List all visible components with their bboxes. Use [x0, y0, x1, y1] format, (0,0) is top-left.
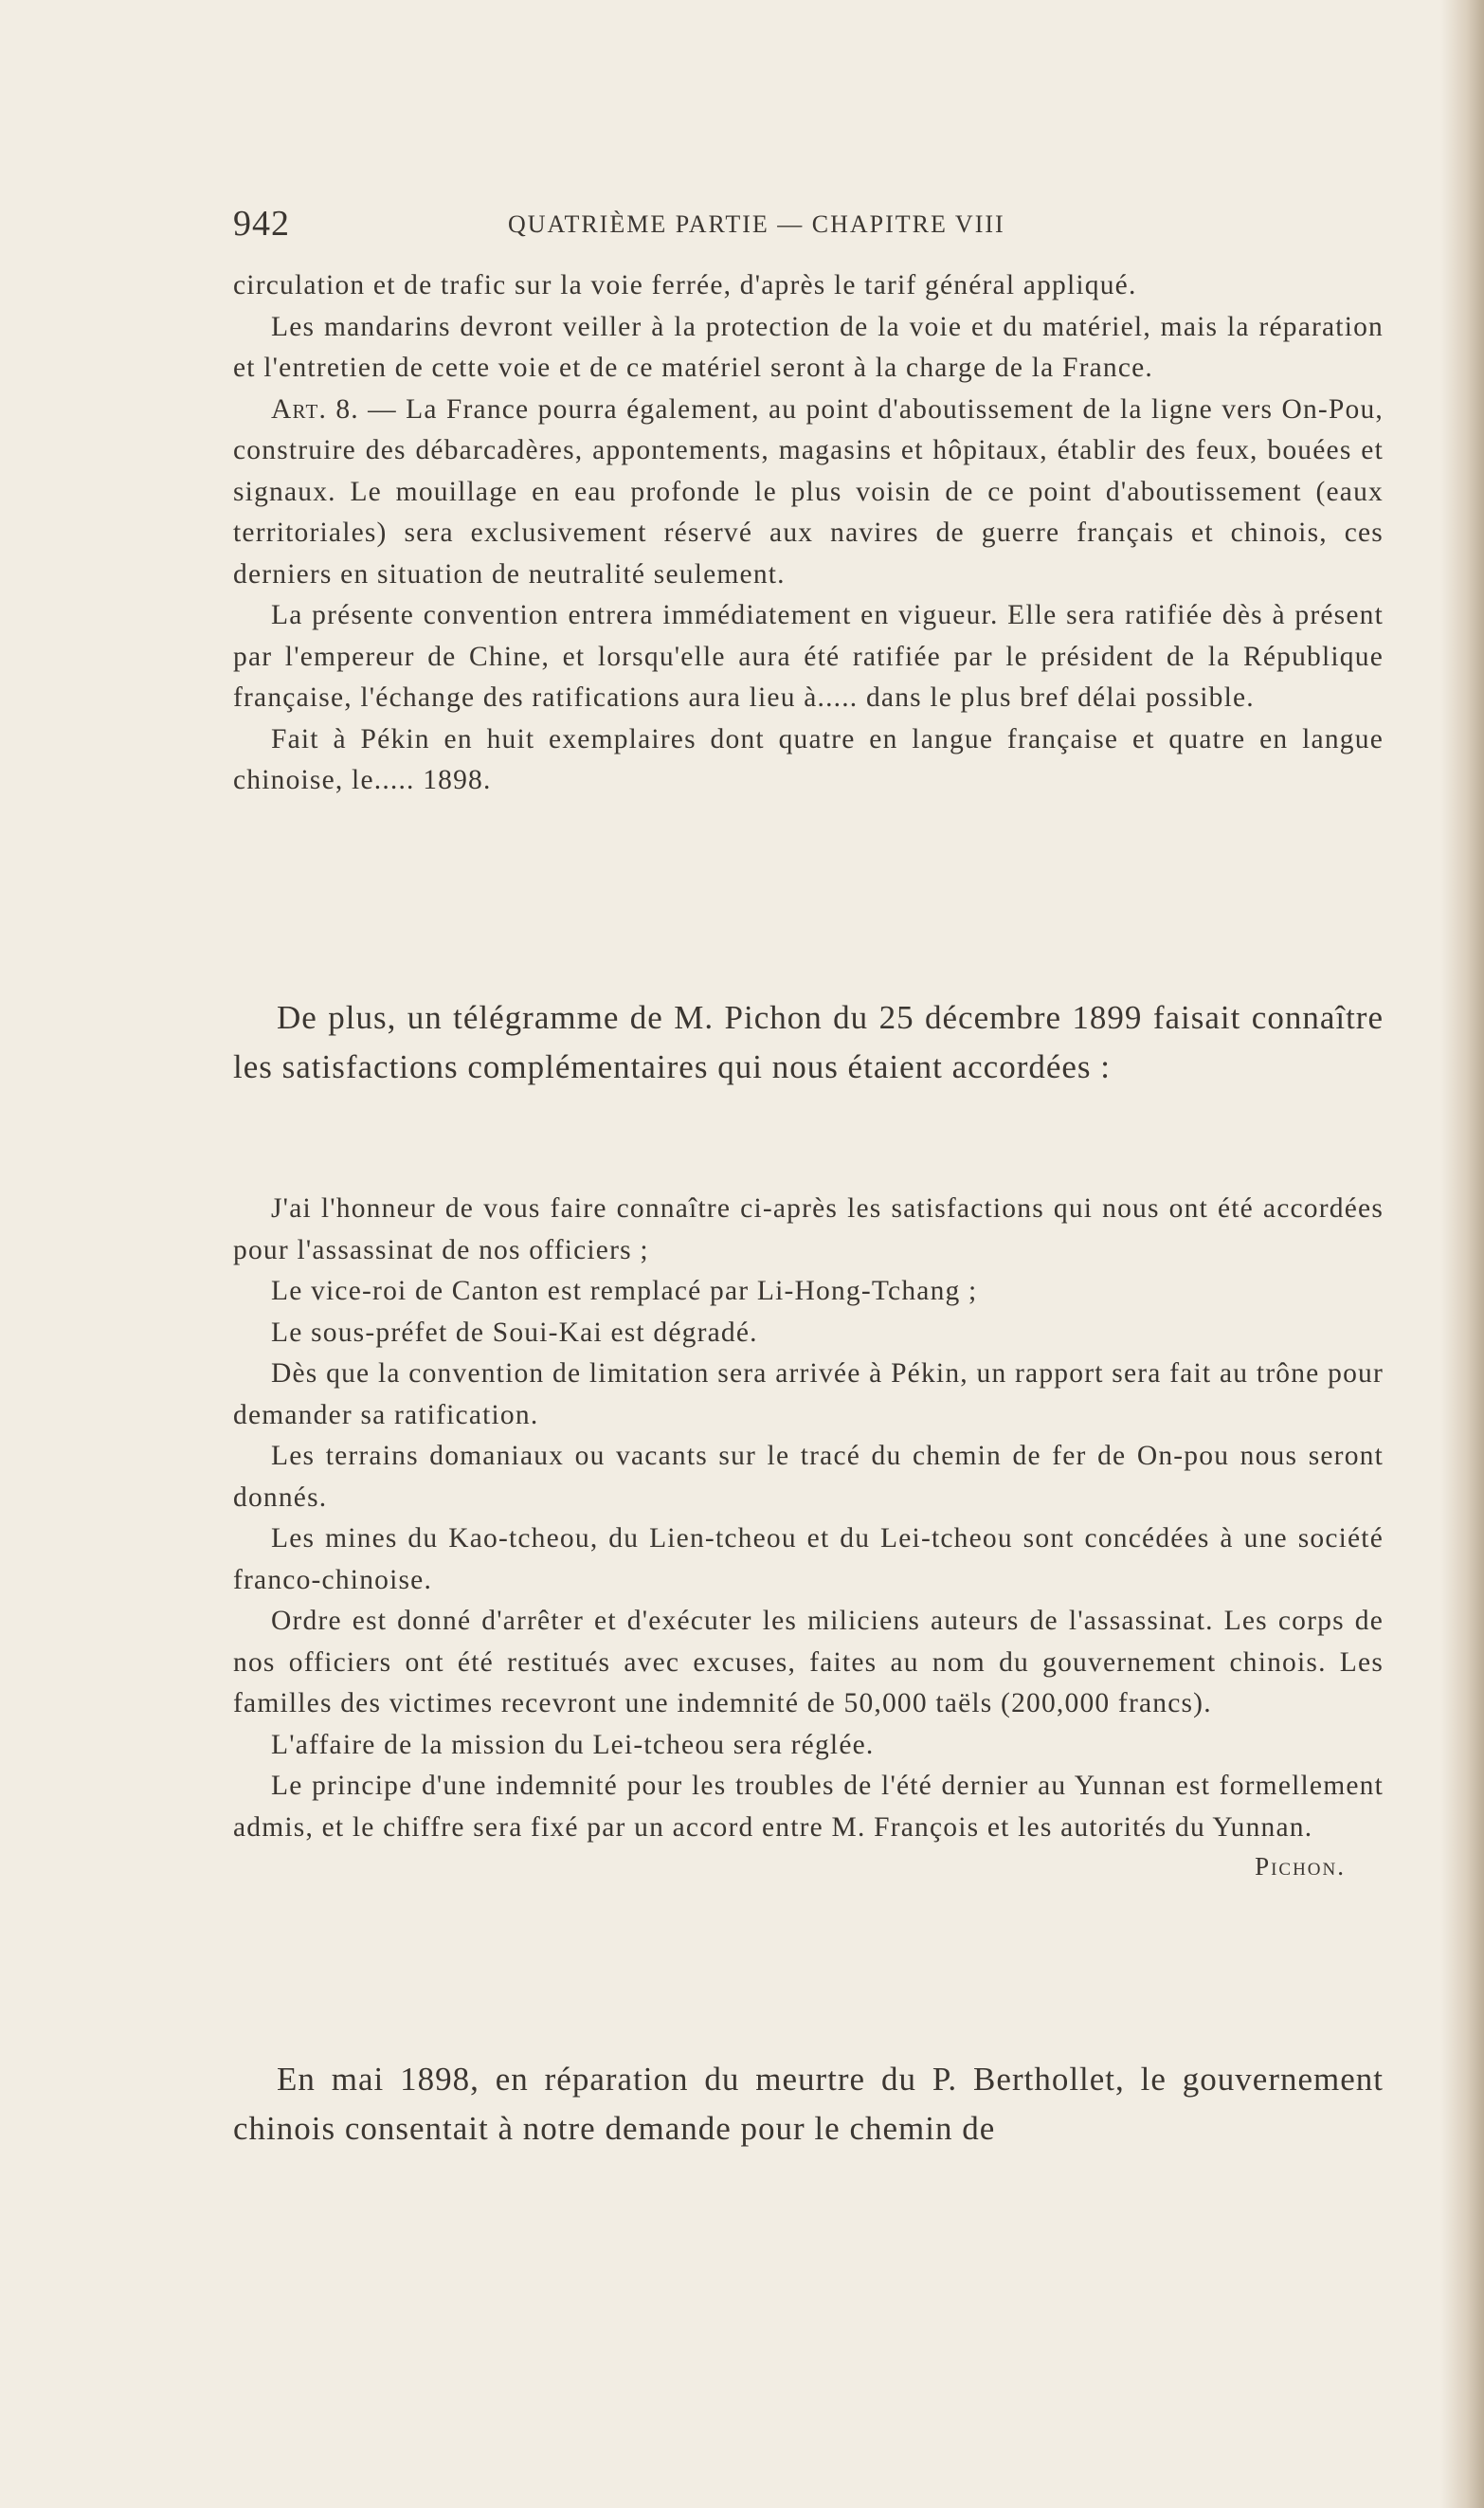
closing-text	[233, 2055, 1384, 2154]
convention-paragraph: La présente convention entrera immédiatement en vigueur. Elle sera ratifiée dès à présent par l'empereur de Chine, et lorsqu'elle aura été ratifiée par le président de la République française, l'échange des ratifications aura lieu à..... dans le plus bref délai possible.	[233, 600, 1384, 713]
running-head: QUATRIÈME PARTIE — CHAPITRE VIII	[508, 210, 1005, 238]
telegram-paragraph: Le vice-roi de Canton est remplacé par Li-Hong-Tchang ;	[271, 1276, 978, 1306]
telegram-paragraph: L'affaire de la mission du Lei-tcheou sera réglée.	[271, 1729, 875, 1760]
article-text: — La France pourra également, au point d'aboutissement de la ligne vers On-Pou, construire des débarcadères, appontements, magasins et hôpitaux, établir des feux, bouées et signaux. Le mouillage en eau profonde le plus voisin de ce point d'aboutissement (eaux territoriales) sera exclusivement réservé aux navires de guerre français et chinois, ces derniers en situation de neutralité seulement.	[233, 393, 1384, 590]
convention-paragraph: circulation et de trafic sur la voie ferrée, d'après le tarif général appliqué.	[233, 270, 1137, 300]
closing-paragraph: En mai 1898, en réparation du meurtre du P. Berthollet, le gouvernement chinois consentait à notre demande pour le chemin de	[233, 2061, 1384, 2147]
telegram-paragraph: Les terrains domaniaux ou vacants sur le tracé du chemin de fer de On-pou nous seront donnés.	[233, 1441, 1384, 1513]
article-8	[233, 390, 1384, 596]
page-number: 942	[233, 204, 290, 244]
telegram-text	[233, 1189, 1384, 1881]
telegram-paragraph: Le principe d'une indemnité pour les troubles de l'été dernier au Yunnan est formellement admis, et le chiffre sera fixé par un accord entre M. François et les autorités du Yunnan.	[233, 1771, 1384, 1843]
telegram-paragraph: Ordre est donné d'arrêter et d'exécuter les miliciens auteurs de l'assassinat. Les corps de nos officiers ont été restitués avec excuses, faites au nom du gouvernement chinois. Les familles des victimes recevront une indemnité de 50,000 taëls (200,000 francs).	[233, 1606, 1384, 1718]
article-label: Art. 8.	[271, 393, 359, 425]
intro-paragraph: De plus, un télégramme de M. Pichon du 25 décembre 1899 faisait connaître les satisfactions complémentaires qui nous étaient accordées :	[233, 999, 1384, 1085]
page-edge-shadow	[1440, 0, 1484, 2508]
signature: Pichon.	[1255, 1852, 1346, 1881]
intro-text	[233, 993, 1384, 1092]
convention-paragraph: Les mandarins devront veiller à la protection de la voie et du matériel, mais la réparation et l'entretien de cette voie et de ce matériel seront à la charge de la France.	[233, 311, 1384, 383]
page-header	[233, 203, 1384, 250]
convention-paragraph: Fait à Pékin en huit exemplaires dont quatre en langue française et quatre en langue chinoise, le..... 1898.	[233, 723, 1384, 795]
convention-text	[233, 265, 1384, 802]
telegram-paragraph: Le sous-préfet de Soui-Kai est dégradé.	[271, 1317, 758, 1348]
telegram-paragraph: J'ai l'honneur de vous faire connaître ci-après les satisfactions qui nous ont été accordées pour l'assassinat de nos officiers ;	[233, 1193, 1384, 1265]
telegram-paragraph: Dès que la convention de limitation sera arrivée à Pékin, un rapport sera fait au trône pour demander sa ratification.	[233, 1358, 1384, 1430]
telegram-paragraph: Les mines du Kao-tcheou, du Lien-tcheou et du Lei-tcheou sont concédées à une société franco-chinoise.	[233, 1523, 1384, 1595]
